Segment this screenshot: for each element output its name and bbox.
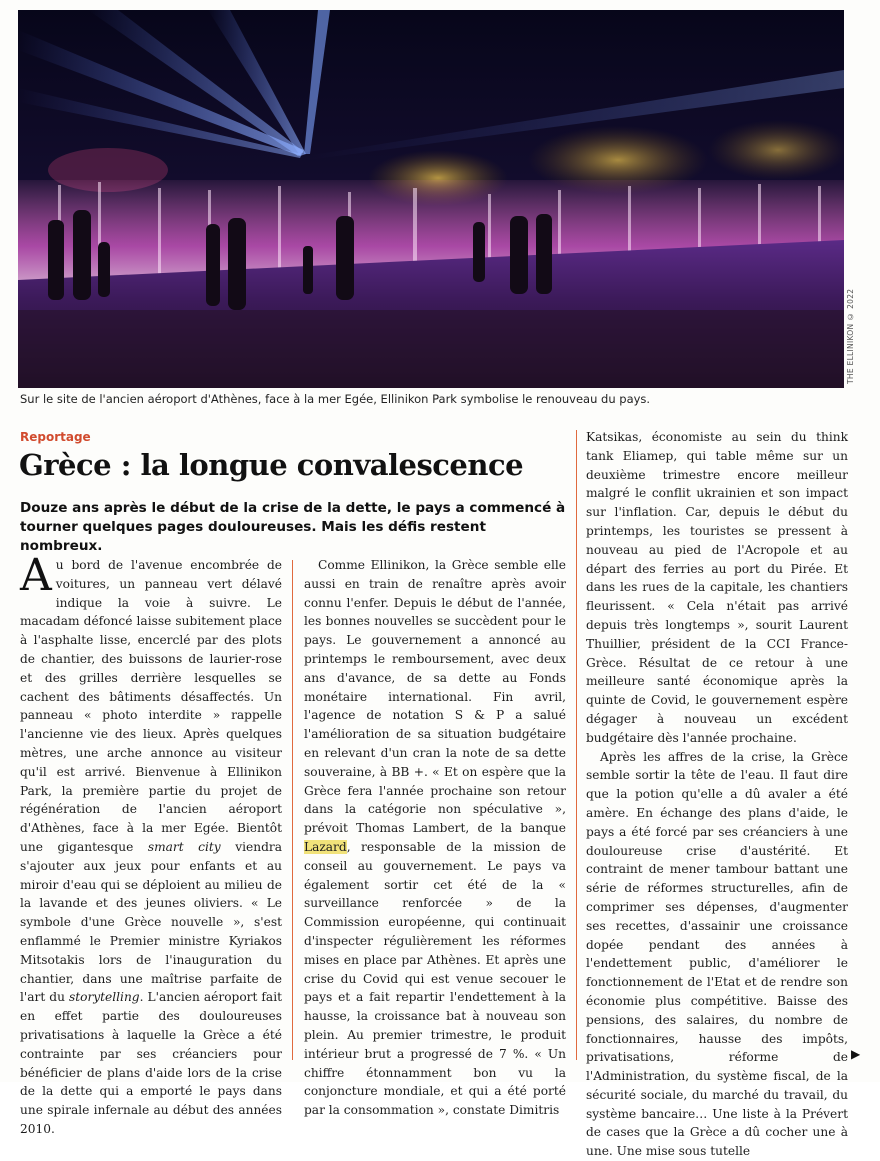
paragraph: Katsikas, économiste au sein du think tank Eliamep, qui table même sur un deuxième trimestre encore meilleur malgré le conflit ukrainien et son impact sur l'inflation. Car, depuis le début du printemps, les touristes se pressent à nouveau au pied de l'Acropole et au départ des ferries au port du Pirée. Et dans les rues de la capitale, les chantiers fleurissent. « Cela n'était pas arrivé depuis très longtemps », sourit Laurent Thuillier, président de la CCI France-Grèce. Résultat de ce retour à une meilleure santé économique après la quinte de Covid, le gouvernement espère dégager à nouveau un excédent budgétaire dès l'année prochaine. (586, 430, 848, 745)
article-photo (18, 10, 844, 388)
photo-caption: Sur le site de l'ancien aéroport d'Athènes, face à la mer Egée, Ellinikon Park symbolise le renouveau du pays. (20, 392, 651, 406)
text-run-italic: smart city (147, 839, 221, 854)
paragraph (304, 556, 566, 1120)
column-divider (292, 560, 293, 1060)
text-run-italic: storytelling (68, 990, 140, 1005)
drop-cap: A (20, 550, 52, 601)
article-headline: Grèce : la longue convalescence (19, 448, 524, 482)
paragraph: Après les affres de la crise, la Grèce semble sortir la tête de l'eau. Il faut dire que la potion qu'elle a dû avaler a été amère. En échange des plans d'aide, le pays a été forcé par ses créanciers à une douloureuse crise d'austérité. Et contraint de mener tambour battant une série de réformes structurelles, afin de comprimer ses dépenses, d'augmenter ses recettes, d'assainir une croissance dopée pendant des années à l'endettement public, d'améliorer le fonctionnement de l'Etat et de rendre son économie plus compétitive. Baisse des pensions, des salaires, du nombre de fonctionnaires, hausse des impôts, privatisations, réforme de l'Administration, du système fiscal, de la sécurité sociale, du marché du travail, du système bancaire… Une liste à la Prévert de cases que la Grèce a dû cocher une à une. Une mise sous tutelle (586, 749, 848, 1159)
highlighted-text: Lazard (304, 839, 347, 854)
paragraph (20, 550, 282, 1139)
text-run: viendra s'ajouter aux jeux pour enfants et au miroir d'eau qui se déploient au milieu de la lavande et des jeunes oliviers. « Le symbole d'une Grèce nouvelle », s'est enflammé le Premier ministre Kyriakos Mitsotakis lors de l'inauguration du chantier, dans une maîtrise parfaite de l'art du (20, 839, 282, 1005)
article-standfirst: Douze ans après le début de la crise de la dette, le pays a commencé à tourner quelques pages douloureuses. Mais les défis restent nombreux. (20, 500, 566, 554)
text-run: . L'ancien aéroport fait en effet partie des douloureuses privatisations à laquelle la Grèce a été contrainte par ses créanciers pour bénéficier de plans d'aide lors de la crise de la dette qui a emporté le pays dans une spirale infernale au début des années 2010. (20, 990, 282, 1136)
continue-arrow-icon: ▶ (851, 1047, 861, 1061)
article-column-3 (586, 428, 848, 1159)
text-run: Comme Ellinikon, la Grèce semble elle aussi en train de renaître après avoir connu l'enfer. Depuis le début de l'année, les bonnes nouvelles se succèdent pour le pays. Le gouvernement a annoncé au printemps le remboursement, avec deux ans d'avance, de sa dette au Fonds monétaire international. Fin avril, l'agence de notation S & P a salué l'amélioration de sa situation budgétaire en relevant d'un cran la note de sa dette souveraine, à BB +. « Et on espère que la Grèce fera l'année prochaine son retour dans la catégorie non spéculative », prévoit Thomas Lambert, de la banque (304, 558, 566, 836)
column-divider (576, 430, 577, 1060)
section-rubric: Reportage (20, 430, 91, 444)
article-column-1 (20, 550, 282, 1136)
text-run: , responsable de la mission de conseil au gouvernement. Le pays va également sortir cet été de la « surveillance renforcée » de la Commission européenne, qui continuait d'inspecter régulièrement les réformes mises en place par Athènes. Et après une crise du Covid qui est venue secouer le pays et a fait repartir l'endettement à la hausse, la croissance bat à nouveau son plein. Au premier trimestre, le produit intérieur brut a progressé de 7 %. « Un chiffre étonnamment bon vu la conjoncture mondiale, et qui a été porté par la consommation », constate Dimitris (304, 839, 566, 1118)
photo-credit: THE ELLINIKON © 2022 (846, 288, 855, 384)
photo-fountain-park-night-icon (18, 10, 844, 388)
text-run: u bord de l'avenue encombrée de voitures, un panneau vert délavé indique la voie à suivre. Le macadam défoncé laisse subitement place à l'asphalte lisse, encerclé par des plots de chantier, des buissons de laurier-rose et des grilles derrière lesquelles se cachent des bâtiments désaffectés. Un panneau « photo interdite » rappelle l'ancienne vie des lieux. Après quelques mètres, une arche annonce au visiteur qu'il est arrivé. Bienvenue à Ellinikon Park, la première partie du projet de régénération de l'ancien aéroport d'Athènes, face à la mer Egée. Bientôt une gigantesque (20, 558, 282, 854)
article-column-2 (304, 556, 566, 1118)
